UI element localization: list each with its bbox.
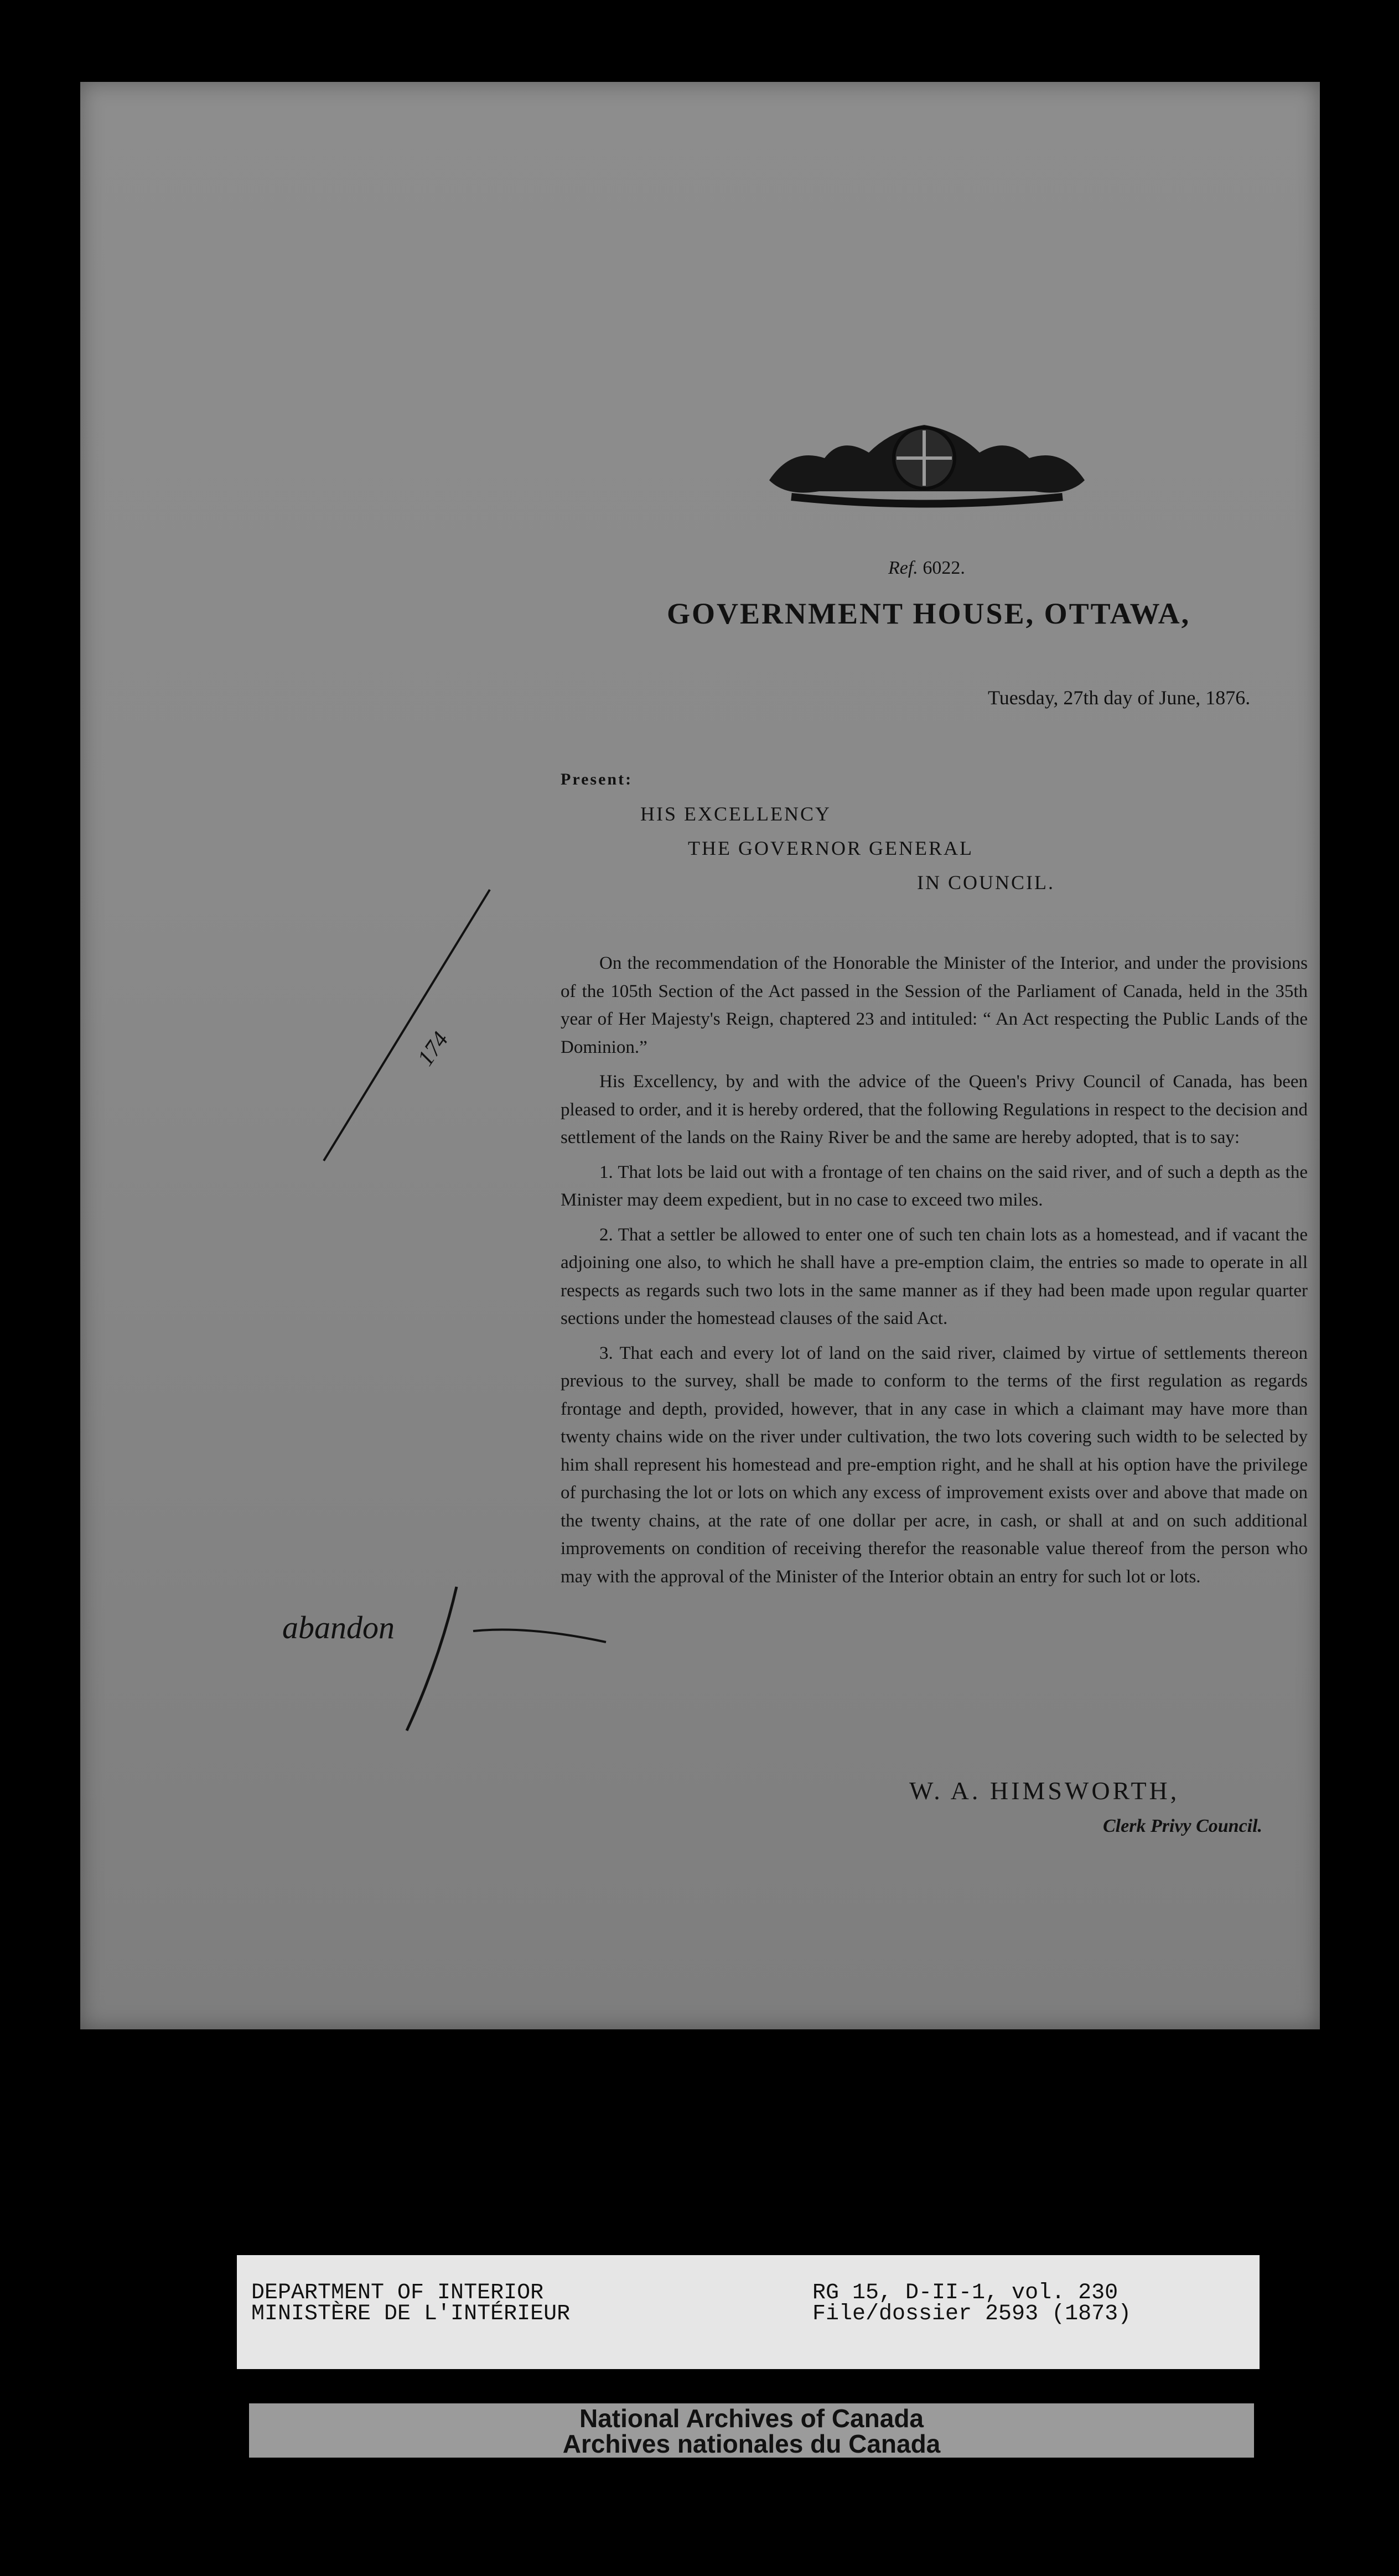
document-title: GOVERNMENT HOUSE, OTTAWA, <box>667 597 1191 630</box>
signature-name: W. A. HIMSWORTH, <box>909 1777 1180 1805</box>
file-reference: File/dossier 2593 (1873) <box>812 2302 1132 2326</box>
paragraph: On the recommendation of the Honorable the Minister of the Interior, and under the provisions of the 105th Section of the Act passed in the Session of the Parliament of Canada, held in the 35th year of Her Majesty's Reign, chaptered 23 and intituled: “ An Act respecting the Public Lands of the Dominion.” <box>561 953 1308 1057</box>
excellency-line-3: IN COUNCIL. <box>917 871 1055 894</box>
paragraph: 2. That a settler be allowed to enter one of such ten chain lots as a homestead, and if vacant the adjoining one also, to which he shall have a pre-emption claim, the entries so made to operate in all respects as regards such two lots in the same manner as if they had been made upon regular quarter sections under the homestead clauses of the said Act. <box>561 1224 1308 1328</box>
reference-number: Ref. 6022. <box>888 558 965 578</box>
signature-title: Clerk Privy Council. <box>1103 1816 1263 1836</box>
paragraph: 1. That lots be laid out with a frontage of ten chains on the said river, and of such a depth as the Minister may deem expedient, but in no case to exceed two miles. <box>561 1162 1308 1210</box>
archive-label <box>237 2255 1260 2369</box>
department-english: DEPARTMENT OF INTERIOR <box>251 2281 544 2305</box>
royal-coat-of-arms-icon <box>758 414 1096 508</box>
document-body <box>561 949 1308 1597</box>
department-french: MINISTÈRE DE L'INTÉRIEUR <box>251 2302 571 2326</box>
excellency-line-2: THE GOVERNOR GENERAL <box>688 837 973 859</box>
document-date: Tuesday, 27th day of June, 1876. <box>988 687 1251 709</box>
paragraph: 3. That each and every lot of land on the said river, claimed by virtue of settlements thereon previous to the survey, shall be made to conform to the terms of the first regulation as regards frontage and depth, provided, however, that in any case in which a claimant may have more than twenty chains wide on the river under cultivation, the two lots covering such width to be selected by him shall represent his homestead and pre-emption right, and he shall at his option have the privilege of purchasing the lot or lots on which any excess of improvement exists over and above that made on the twenty chains, at the rate of one dollar per acre, in cash, or shall at and on such additional improvements on condition of receiving therefor the reasonable value thereof from the person who may with the approval of the Minister of the Interior obtain an entry for such lot or lots. <box>561 1343 1308 1587</box>
archives-banner <box>249 2403 1254 2458</box>
present-label: Present: <box>561 770 633 788</box>
handwritten-mark-icon <box>318 1576 628 1742</box>
margin-slash-icon <box>313 884 501 1172</box>
banner-line-english: National Archives of Canada <box>579 2404 924 2433</box>
document-page <box>80 82 1320 2029</box>
archive-reference: RG 15, D-II-1, vol. 230 <box>812 2281 1118 2305</box>
excellency-line-1: HIS EXCELLENCY <box>640 803 831 825</box>
margin-number: 174 <box>412 1027 454 1071</box>
banner-line-french: Archives nationales du Canada <box>562 2429 941 2458</box>
paragraph: His Excellency, by and with the advice of the Queen's Privy Council of Canada, has been pleased to order, and it is hereby ordered, that the following Regulations in respect to the decision and settlement of the lands on the Rainy River be and the same are hereby adopted, that is to say: <box>561 1072 1308 1147</box>
handwritten-note: abandon <box>282 1609 395 1645</box>
